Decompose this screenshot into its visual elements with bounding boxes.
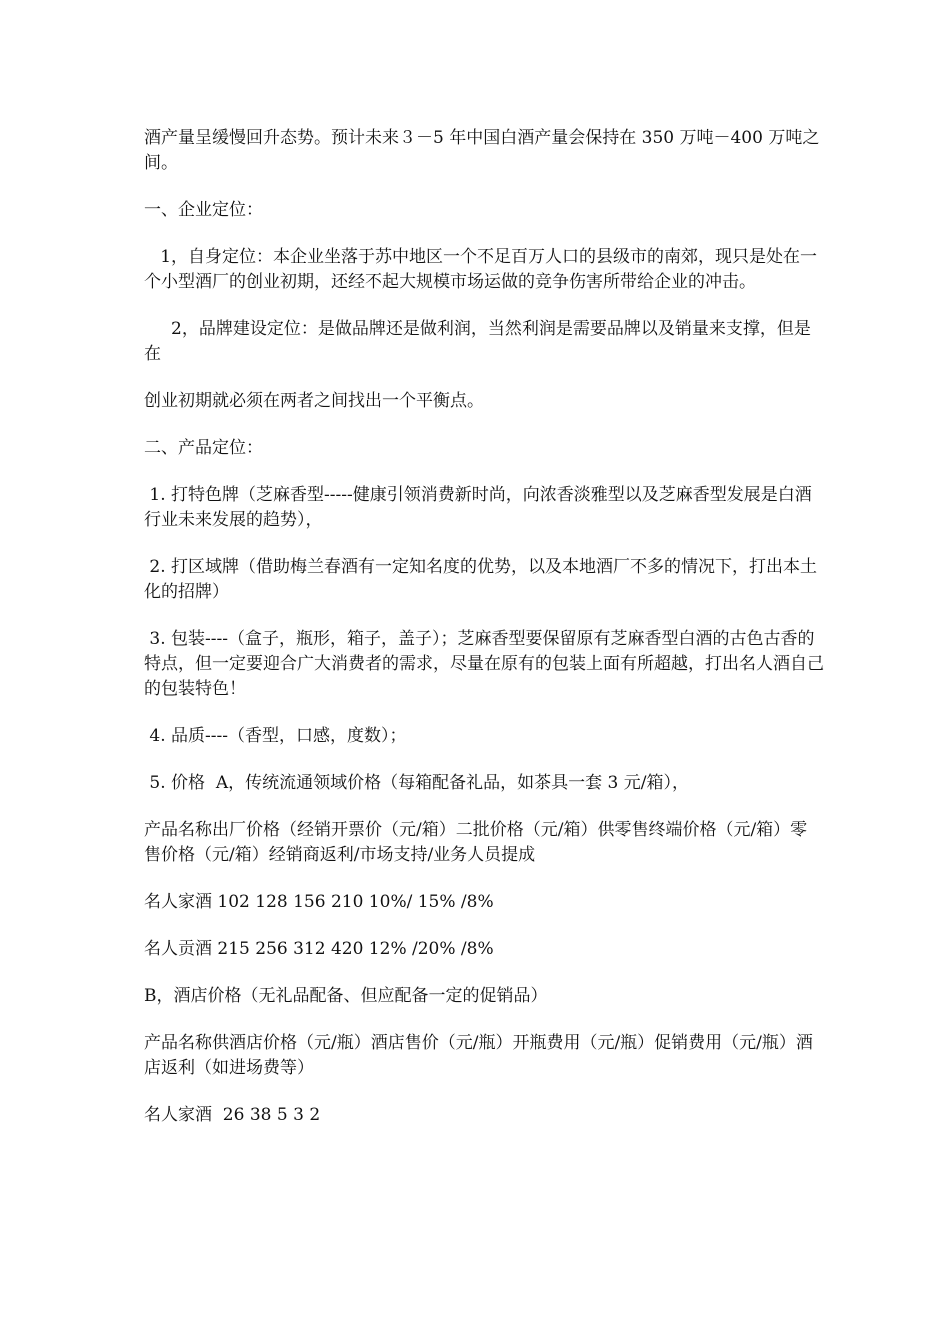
list-item-feature-brand: 1. 打特色牌（芝麻香型-----健康引领消费新时尚，向浓香淡雅型以及芝麻香型发展是白酒行业未来发展的趋势）， — [144, 485, 812, 530]
price-table-a-row-gong: 名人贡酒 215 256 312 420 12% /20% /8% — [144, 939, 494, 959]
list-item-regional-brand: 2. 打区域牌（借助梅兰春酒有一定知名度的优势，以及本地酒厂不多的情况下，打出本土化的招牌） — [144, 557, 818, 602]
document-body — [144, 126, 824, 1150]
list-item-quality: 4. 品质----（香型，口感，度数）； — [144, 726, 407, 746]
paragraph-brand-positioning: 2，品牌建设定位：是做品牌还是做利润，当然利润是需要品牌以及销量来支撑，但是在 — [144, 319, 811, 364]
price-b-heading: B，酒店价格（无礼品配备、但应配备一定的促销品） — [144, 986, 548, 1006]
heading-enterprise-positioning: 一、企业定位： — [144, 200, 263, 220]
heading-product-positioning: 二、产品定位： — [144, 438, 263, 458]
list-item-price-a: 5. 价格 A，传统流通领域价格（每箱配备礼品，如茶具一套 3 元/箱）， — [144, 773, 689, 793]
list-item-packaging: 3. 包装----（盒子，瓶形，箱子，盖子）；芝麻香型要保留原有芝麻香型白酒的古色古香的特点，但一定要迎合广大消费者的需求，尽量在原有的包装上面有所超越，打出名人酒自己的包装特色！ — [144, 629, 824, 699]
paragraph-balance-point: 创业初期就必须在两者之间找出一个平衡点。 — [144, 391, 484, 411]
price-table-a-header: 产品名称出厂价格（经销开票价（元/箱）二批价格（元/箱）供零售终端价格（元/箱）零售价格（元/箱）经销商返利/市场支持/业务人员提成 — [144, 820, 808, 865]
price-table-b-row-jia: 名人家酒 26 38 5 3 2 — [144, 1105, 321, 1125]
price-table-a-row-jia: 名人家酒 102 128 156 210 10%/ 15% /8% — [144, 892, 494, 912]
paragraph-self-positioning: 1，自身定位：本企业坐落于苏中地区一个不足百万人口的县级市的南郊，现只是处在一个小型酒厂的创业初期，还经不起大规模市场运做的竞争伤害所带给企业的冲击。 — [144, 247, 818, 292]
price-table-b-header: 产品名称供酒店价格（元/瓶）酒店售价（元/瓶）开瓶费用（元/瓶）促销费用（元/瓶）酒店返利（如进场费等） — [144, 1033, 813, 1078]
paragraph-output-trend: 酒产量呈缓慢回升态势。预计未来３－5 年中国白酒产量会保持在 350 万吨－400 万吨之间。 — [144, 128, 820, 173]
